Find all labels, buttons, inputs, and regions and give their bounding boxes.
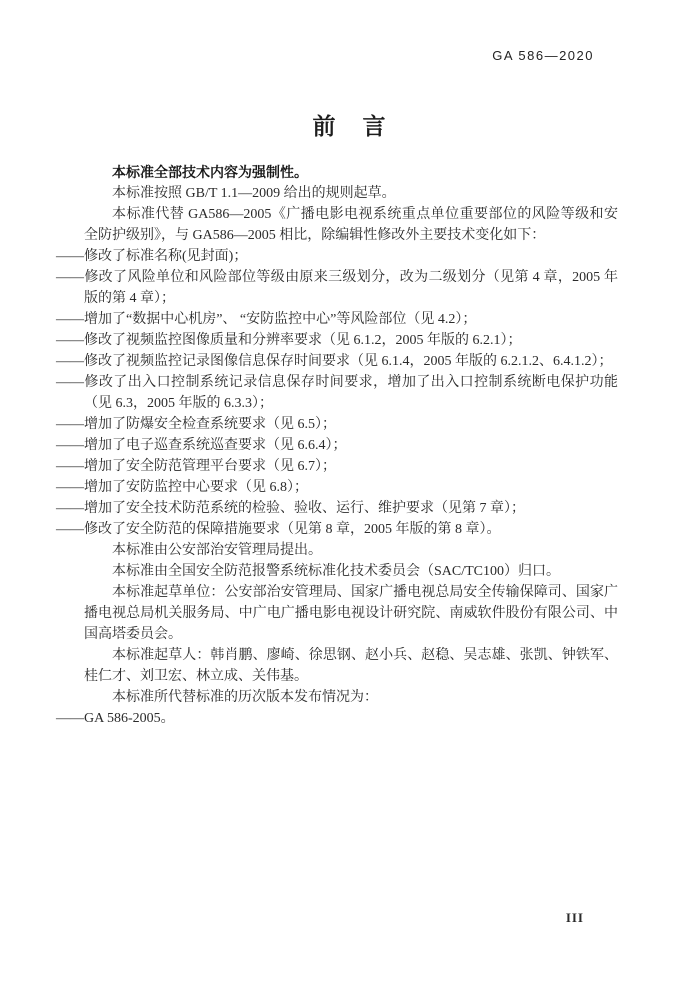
change-item: ——修改了标准名称(见封面)； bbox=[56, 249, 248, 264]
document-body bbox=[56, 162, 618, 729]
paragraph-proposed-by: 本标准由公安部治安管理局提出。 bbox=[112, 543, 322, 558]
change-item: ——修改了视频监控记录图像信息保存时间要求（见 6.1.4，2005 年版的 6.2.1.2、6.4.1.2）； bbox=[56, 354, 613, 369]
change-item: ——修改了出入口控制系统记录信息保存时间要求，增加了出入口控制系统断电保护功能（见 6.3，2005 年版的 6.3.3）； bbox=[56, 375, 618, 411]
change-item: ——修改了风险单位和风险部位等级由原来三级划分，改为二级划分（见第 4 章，2005 年版的第 4 章）； bbox=[56, 270, 618, 306]
paragraph-drafting-rule: 本标准按照 GB/T 1.1—2009 给出的规则起草。 bbox=[112, 186, 396, 201]
previous-edition-item: ——GA 586-2005。 bbox=[56, 711, 175, 726]
change-item: ——增加了安防监控中心要求（见 6.8）； bbox=[56, 480, 308, 495]
change-item: ——修改了安全防范的保障措施要求（见第 8 章，2005 年版的第 8 章）。 bbox=[56, 522, 501, 537]
change-item: ——增加了电子巡查系统巡查要求（见 6.6.4）； bbox=[56, 438, 347, 453]
paragraph-drafting-organizations: 本标准起草单位：公安部治安管理局、国家广播电视总局安全传输保障司、国家广播电视总局机关服务局、中广电广播电影电视设计研究院、南威软件股份有限公司、中国高塔委员会。 bbox=[84, 585, 618, 642]
standard-code: GA 586—2020 bbox=[492, 48, 594, 63]
page-number: III bbox=[565, 910, 584, 925]
change-item: ——增加了“数据中心机房”、 “安防监控中心”等风险部位（见 4.2）； bbox=[56, 312, 477, 327]
page-title: 前 言 bbox=[312, 113, 388, 139]
paragraph-replaces: 本标准代替 GA586—2005《广播电影电视系统重点单位重要部位的风险等级和安全防护级别》，与 GA586—2005 相比，除编辑性修改外主要技术变化如下： bbox=[84, 207, 618, 243]
change-item: ——修改了视频监控图像质量和分辨率要求（见 6.1.2，2005 年版的 6.2.1）； bbox=[56, 333, 522, 348]
paragraph-previous-editions: 本标准所代替标准的历次版本发布情况为： bbox=[112, 690, 378, 705]
paragraph-mandatory-note: 本标准全部技术内容为强制性。 bbox=[112, 164, 308, 180]
change-item: ——增加了防爆安全检查系统要求（见 6.5）； bbox=[56, 417, 336, 432]
change-item: ——增加了安全防范管理平台要求（见 6.7）； bbox=[56, 459, 336, 474]
change-item: ——增加了安全技术防范系统的检验、验收、运行、维护要求（见第 7 章）； bbox=[56, 501, 525, 516]
paragraph-centralized-by: 本标准由全国安全防范报警系统标准化技术委员会（SAC/TC100）归口。 bbox=[112, 564, 561, 579]
paragraph-drafters: 本标准起草人：韩肖鹏、廖崎、徐思钢、赵小兵、赵稳、吴志雄、张凯、钟铁军、桂仁才、刘卫宏、林立成、关伟基。 bbox=[84, 648, 618, 684]
